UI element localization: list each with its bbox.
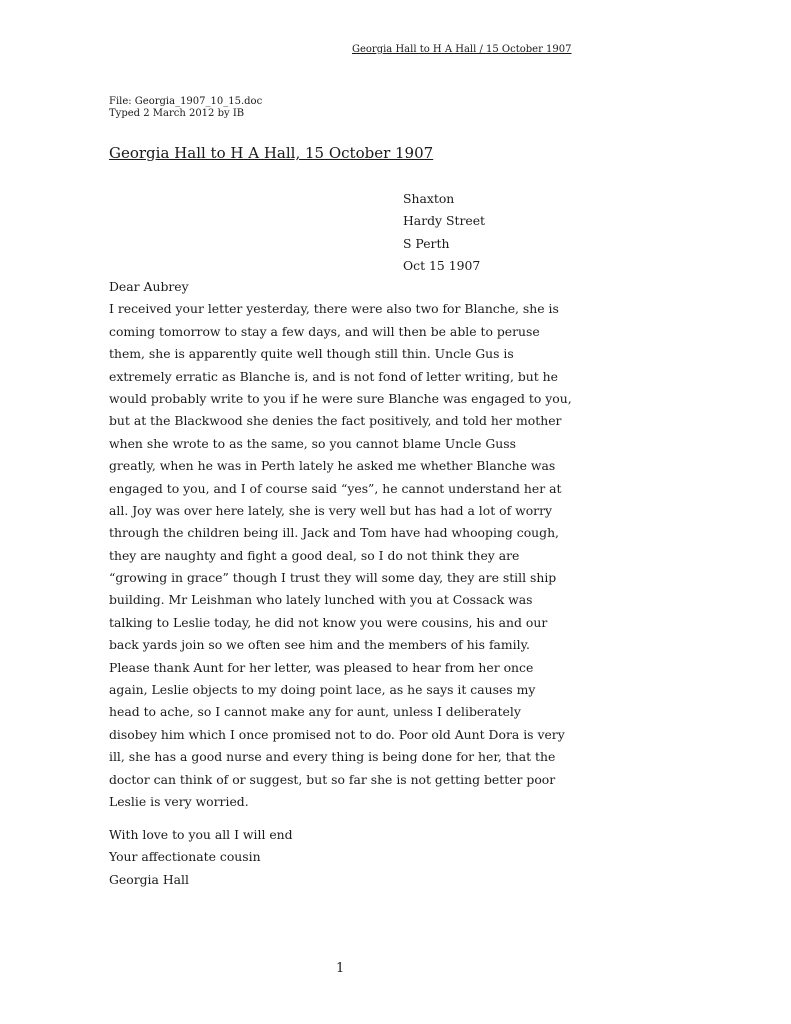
body-line: Leslie is very worried. <box>109 793 249 809</box>
running-header: Georgia Hall to H A Hall / 15 October 1907 <box>352 44 572 55</box>
closing-line: Your affectionate cousin <box>109 849 261 865</box>
body-line: ill, she has a good nurse and every thing is being done for her, that the <box>109 749 556 765</box>
document-title: Georgia Hall to H A Hall, 15 October 1907 <box>109 144 434 162</box>
body-line: greatly, when he was in Perth lately he asked me whether Blanche was <box>109 458 556 474</box>
address-line: Hardy Street <box>403 213 486 229</box>
address-line: S Perth <box>403 235 450 251</box>
body-line: I received your letter yesterday, there were also two for Blanche, she is <box>109 301 559 317</box>
body-line: when she wrote to as the same, so you cannot blame Uncle Guss <box>109 435 516 451</box>
letter-closing <box>109 824 293 891</box>
body-line: extremely erratic as Blanche is, and is not fond of letter writing, but he <box>109 368 558 384</box>
body-line: would probably write to you if he were sure Blanche was engaged to you, <box>109 390 572 406</box>
typed-date-line: Typed 2 March 2012 by IB <box>109 108 245 119</box>
body-line: they are naughty and fight a good deal, so I do not think they are <box>109 547 520 563</box>
letter-paragraph <box>109 298 579 813</box>
signature-name: Georgia Hall <box>109 871 189 887</box>
body-line: through the children being ill. Jack and Tom have had whooping cough, <box>109 525 559 541</box>
sender-address <box>403 188 485 278</box>
file-name-line: File: Georgia_1907_10_15.doc <box>109 96 263 107</box>
body-line: back yards join so we often see him and the members of his family. <box>109 637 530 653</box>
body-line: head to ache, so I cannot make any for aunt, unless I deliberately <box>109 704 521 720</box>
salutation: Dear Aubrey <box>109 279 189 294</box>
letter-body <box>109 276 579 813</box>
body-line: disobey him which I once promised not to do. Poor old Aunt Dora is very <box>109 726 565 742</box>
body-line: engaged to you, and I of course said “yes”, he cannot understand her at <box>109 480 562 496</box>
body-line: but at the Blackwood she denies the fact positively, and told her mother <box>109 413 562 429</box>
body-line: them, she is apparently quite well though still thin. Uncle Gus is <box>109 346 514 362</box>
letter-date: Oct 15 1907 <box>403 258 481 274</box>
body-line: all. Joy was over here lately, she is very well but has had a lot of worry <box>109 502 553 518</box>
body-line: doctor can think of or suggest, but so far she is not getting better poor <box>109 771 556 787</box>
body-line: talking to Leslie today, he did not know you were cousins, his and our <box>109 614 548 630</box>
file-info <box>109 96 262 120</box>
body-line: building. Mr Leishman who lately lunched with you at Cossack was <box>109 592 533 608</box>
body-line: “growing in grace” though I trust they will some day, they are still ship <box>109 570 557 586</box>
body-line: again, Leslie objects to my doing point lace, as he says it causes my <box>109 682 536 698</box>
body-line: Please thank Aunt for her letter, was pleased to hear from her once <box>109 659 534 675</box>
address-line: Shaxton <box>403 191 455 206</box>
body-line: coming tomorrow to stay a few days, and will then be able to peruse <box>109 323 540 339</box>
page-number: 1 <box>336 961 345 976</box>
closing-line: With love to you all I will end <box>109 827 293 842</box>
